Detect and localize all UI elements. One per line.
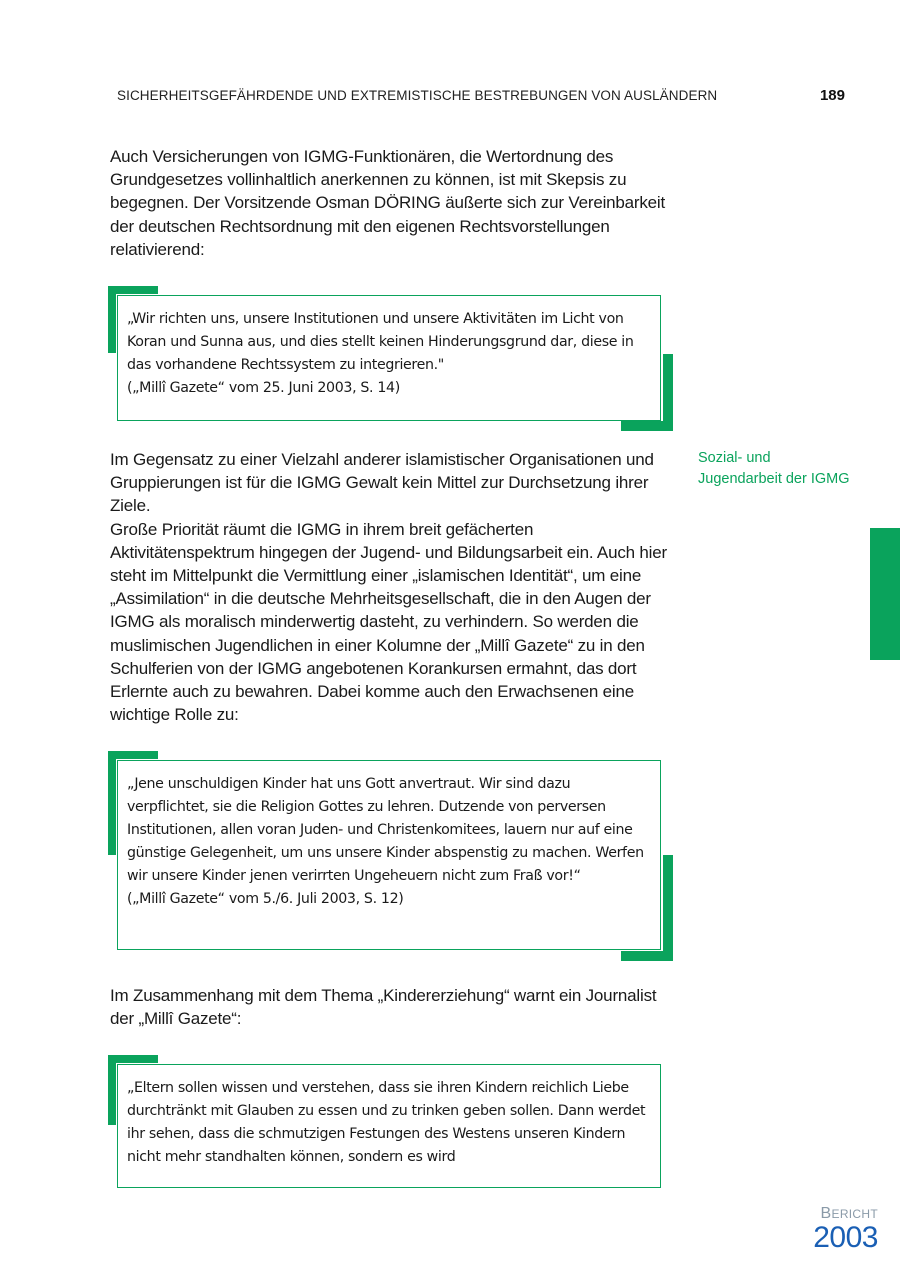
running-header (117, 88, 845, 110)
page-number: 189 (819, 87, 845, 104)
quote-text: „Jene unschuldigen Kinder hat uns Gott anvertraut. Wir sind dazu verpflichtet, sie die Religion Gottes zu lehren. Dutzende von perversen Institutionen, allen voran Juden- und Christenkomitees, lauern nur auf eine günstige Gelegenheit, um uns unsere Kinder abspenstig zu machen. Werfen wir unsere Kinder jenen verirrten Ungeheuern nicht zum Fraß vor!“ (127, 776, 644, 884)
brand-rest: ERICHT (831, 1207, 878, 1221)
quote-accent-bottom (621, 421, 673, 431)
title-cap: B (474, 88, 484, 103)
quote-box (117, 760, 661, 950)
title-rest: ICHERHEITSGEFÄHRDENDE UND EXTREMISTISCHE (126, 88, 475, 103)
quote-accent-bottom (621, 951, 673, 961)
title-rest: USLÄNDERN (633, 88, 718, 103)
margin-note: Sozial- und Jugendarbeit der IGMG (698, 450, 850, 487)
title-cap: A (624, 88, 634, 103)
quote-block (108, 1055, 673, 1190)
paragraph-text: Große Priorität räumt die IGMG in ihrem breit gefächerten Aktivitätenspektrum hingegen der Jugend- und Bildungsarbeit ein. Auch hier steht im Mittelpunkt die Vermittlung einer „islamischen Identität“, um eine „Assimilation“ in die deutsche Mehrheitsgesellschaft, die in den Augen der IGMG als moralisch minderwertig dasteht, zu verhindern. So werden die muslimischen Jugendlichen in einer Kolumne der „Millî Gazete“ zu in den Schulferien von der IGMG angebotenen Korankursen ermahnt, das dort Erlernte auch zu bewahren. Dabei komme auch den Erwachsenen eine wichtige Rolle zu: (110, 519, 667, 725)
quote-text: „Wir richten uns, unsere Institutionen und unsere Aktivitäten im Licht von Koran und Sunna aus, und dies stellt keinen Hinderungsgrund dar, diese in das vorhandene Rechtssystem zu integrieren." (127, 311, 634, 373)
quote-source: („Millî Gazete“ vom 25. Juni 2003, S. 14) (127, 380, 400, 396)
report-brand (813, 1205, 878, 1253)
quote-accent-left (108, 751, 116, 855)
body-paragraph (110, 145, 670, 261)
brand-cap: B (820, 1205, 832, 1222)
quote-block (108, 286, 673, 431)
paragraph-text: Auch Versicherungen von IGMG-Funktionären, die Wertordnung des Grundgesetzes vollinhaltlich anerkennen zu können, ist mit Skepsis zu begegnen. Der Vorsitzende Osman DÖRING äußerte sich zur Vereinbarkeit der deutschen Rechtsordnung mit den eigenen Rechtsvorstellungen relativierend: (110, 147, 666, 259)
title-cap: S (117, 88, 127, 103)
quote-accent-top (108, 1055, 158, 1063)
quote-box (117, 1064, 661, 1188)
quote-accent-left (108, 286, 116, 353)
quote-block (108, 751, 673, 961)
quote-accent-top (108, 286, 158, 294)
side-tab-marker (870, 528, 900, 660)
paragraph-text: Im Gegensatz zu einer Vielzahl anderer islamistischer Organisationen und Gruppierungen ist für die IGMG Gewalt kein Mittel zur Durchsetzung ihrer Ziele. (110, 450, 654, 516)
quote-box (117, 295, 661, 421)
brand-year: 2003 (813, 1221, 878, 1254)
title-rest: ESTREBUNGEN VON (483, 88, 624, 103)
body-paragraph (110, 984, 670, 1030)
quote-accent-right (663, 354, 673, 431)
quote-accent-left (108, 1055, 116, 1125)
quote-accent-top (108, 751, 158, 759)
quote-accent-right (663, 855, 673, 961)
paragraph-text: Im Zusammenhang mit dem Thema „Kindererziehung“ warnt ein Journalist der „Millî Gazete“: (110, 986, 657, 1029)
quote-source: („Millî Gazete“ vom 5./6. Juli 2003, S. 12) (127, 891, 404, 907)
chapter-title (117, 88, 717, 103)
body-paragraph (110, 448, 670, 726)
quote-text: „Eltern sollen wissen und verstehen, dass sie ihren Kindern reichlich Liebe durchtränkt mit Glauben zu essen und zu trinken geben sollen. Dann werdet ihr sehen, dass die schmutzigen Festungen des Westens unseren Kindern nicht mehr standhalten können, sondern es wird (127, 1080, 646, 1165)
